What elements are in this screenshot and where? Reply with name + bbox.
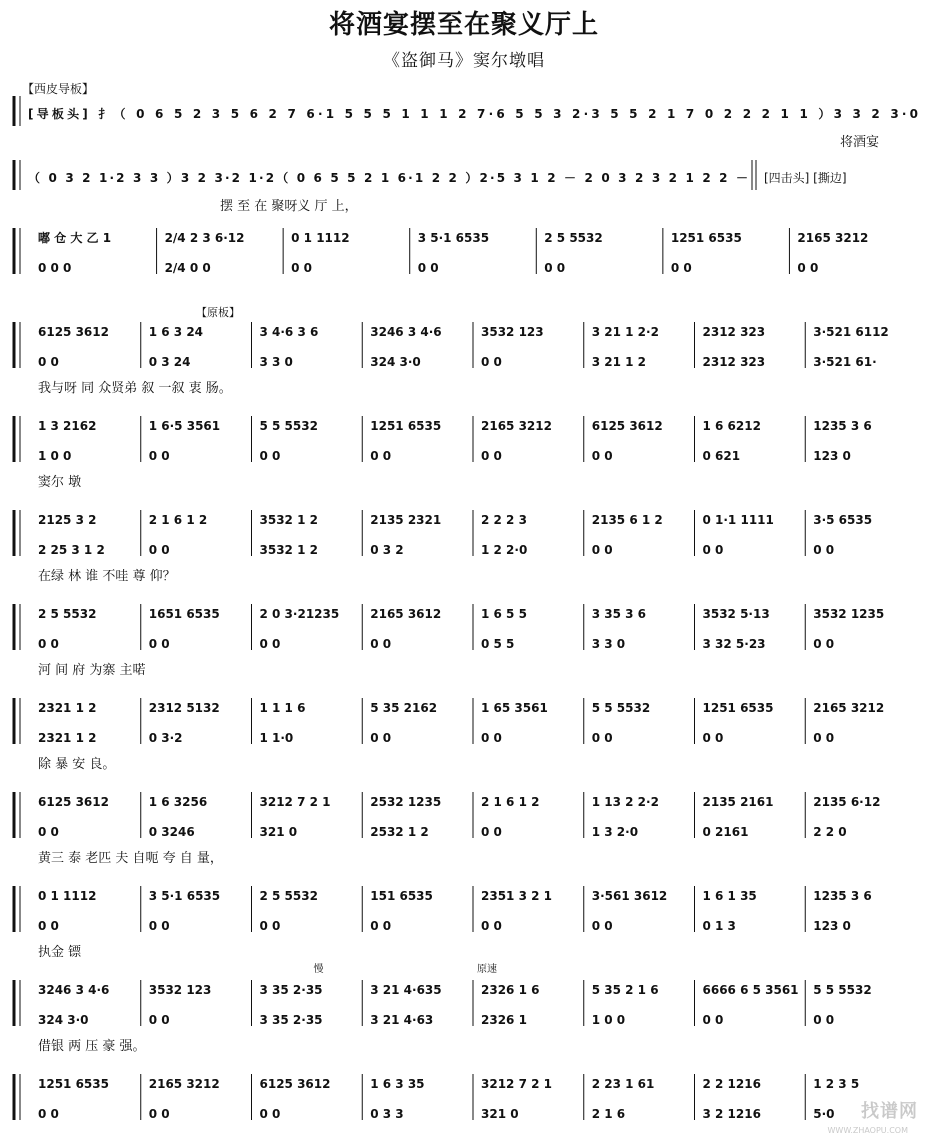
- melody-measure: 3532 5·13: [702, 607, 770, 621]
- melody-measure: 3246 3 4·6: [370, 325, 442, 339]
- melody-measure: 2/4 2 3 6·12: [164, 231, 245, 245]
- vocal-measure: 3532 1 2: [259, 543, 318, 557]
- melody-measure: 2125 3 2: [38, 513, 97, 527]
- page-subtitle: 《盗御马》窦尔墩唱: [383, 51, 545, 71]
- vocal-measure: 0 0: [481, 919, 502, 933]
- vocal-measure: 1 0 0: [591, 1013, 626, 1027]
- melody-measure: 2 5 5532: [38, 607, 97, 621]
- melody-measure: 2312 323: [702, 325, 766, 339]
- melody-measure: 3 5·1 6535: [148, 889, 221, 903]
- melody-measure: 2321 1 2: [38, 701, 97, 715]
- vocal-measure: 0 0: [544, 261, 566, 275]
- melody-measure: 3 35 2·35: [259, 983, 323, 997]
- percussion-cue: [四击头] [撕边]: [764, 171, 847, 185]
- melody-measure: 5 35 2162: [370, 701, 438, 715]
- vocal-measure: 0 0: [481, 449, 502, 463]
- vocal-measure: 0 621: [702, 449, 741, 463]
- watermark-logo: 找谱网: [861, 1101, 918, 1122]
- vocal-measure: 1 2 2·0: [481, 543, 528, 557]
- melody-measure: 2 2 1216: [702, 1077, 761, 1091]
- vocal-measure: 0 0: [813, 1013, 835, 1027]
- vocal-measure: 1 3 2·0: [591, 825, 639, 839]
- melody-measure: 2135 6 1 2: [591, 513, 663, 527]
- melody-measure: 151 6535: [370, 889, 433, 903]
- lyric-line: 将酒宴: [840, 135, 880, 150]
- melody-measure: 3·521 6112: [813, 325, 889, 339]
- vocal-measure: 0 0: [38, 355, 59, 369]
- section-label: 【原板】: [196, 306, 240, 319]
- melody-measure: 5 35 2 1 6: [591, 983, 659, 997]
- melody-measure: 0 1 1112: [38, 889, 97, 903]
- vocal-measure: 2532 1 2: [370, 825, 429, 839]
- vocal-measure: 0 0: [702, 731, 724, 745]
- melody-measure: 2326 1 6: [481, 983, 540, 997]
- melody-measure: 2165 3212: [797, 231, 869, 245]
- vocal-measure: 0 5 5: [481, 637, 515, 651]
- melody-measure: 1 6 3256: [148, 795, 208, 809]
- melody-measure: 1251 6535: [702, 701, 774, 715]
- vocal-measure: 0 0: [591, 919, 613, 933]
- vocal-measure: 0 0: [670, 261, 692, 275]
- melody-measure: 2 2 2 3: [481, 513, 527, 527]
- vocal-measure: 2326 1: [481, 1013, 527, 1027]
- notation-line: [导板头] ⺘（ 0 6 5 2 3 5 6 2 7 6·1 5 5 5 1 1 1 2 7·6 5 5 3 2·3 5 5 2 1 7 0 2 2 2 1 1 ）3 3 2 3·0: [28, 107, 919, 121]
- vocal-measure: 2312 323: [702, 355, 766, 369]
- melody-measure: 3 5·1 6535: [417, 231, 490, 245]
- vocal-measure: 5·0: [813, 1107, 835, 1121]
- vocal-measure: 0 0: [813, 731, 835, 745]
- melody-measure: 3246 3 4·6: [38, 983, 110, 997]
- lyric-line: 河 间 府 为寨 主喏: [38, 663, 146, 678]
- melody-measure: 2165 3212: [813, 701, 885, 715]
- melody-measure: 1235 3 6: [813, 889, 872, 903]
- lyric-line: 黄三 泰 老匹 夫 自呃 夸 自 量，: [38, 851, 223, 866]
- vocal-measure: 0 0 0: [38, 261, 72, 275]
- watermark-url: WWW.ZHAOPU.COM: [827, 1126, 908, 1135]
- melody-measure: 3 4·6 3 6: [259, 325, 319, 339]
- melody-measure: 5 5 5532: [259, 419, 318, 433]
- melody-measure: 1 6 1 35: [702, 889, 757, 903]
- lyric-line: 窦尔 墩: [38, 475, 82, 490]
- notation-line: （ 0 3 2 1·2 3 3 ）3 2 3·2 1·2（ 0 6 5 5 2 1 6·1 2 2 ）2·5 3 1 2 － 2 0 3 2 3 2 1 2 2 －: [28, 171, 748, 185]
- vocal-measure: 0 3·2: [148, 731, 183, 745]
- melody-measure: 5 5 5532: [813, 983, 872, 997]
- vocal-measure: 0 0: [259, 637, 281, 651]
- melody-measure: 1 6 6212: [702, 419, 761, 433]
- vocal-measure: 324 3·0: [370, 355, 421, 369]
- melody-measure: 2 0 3·21235: [259, 607, 340, 621]
- melody-measure: 2351 3 2 1: [481, 889, 552, 903]
- page-title: 将酒宴摆至在聚义厅上: [328, 10, 599, 40]
- vocal-measure: 0 0: [38, 919, 59, 933]
- melody-measure: 1 6 5 5: [481, 607, 527, 621]
- melody-measure: 2135 2321: [370, 513, 442, 527]
- vocal-measure: 2 25 3 1 2: [38, 543, 105, 557]
- melody-measure: 3·5 6535: [813, 513, 873, 527]
- vocal-measure: 123 0: [813, 449, 851, 463]
- vocal-measure: 0 0: [259, 1107, 281, 1121]
- vocal-measure: 0 0: [259, 919, 281, 933]
- melody-measure: 2 5 5532: [544, 231, 603, 245]
- lyric-line: 除 暴 安 良。: [38, 757, 116, 772]
- vocal-measure: 0 0: [481, 825, 502, 839]
- melody-measure: 3212 7 2 1: [481, 1077, 552, 1091]
- vocal-measure: 0 0: [148, 543, 170, 557]
- melody-measure: 6125 3612: [591, 419, 663, 433]
- melody-measure: 0 1 1112: [291, 231, 350, 245]
- vocal-measure: 3·521 61·: [813, 355, 877, 369]
- melody-measure: 6125 3612: [38, 325, 109, 339]
- tempo-mark: 慢: [313, 964, 324, 975]
- melody-measure: 1251 6535: [38, 1077, 109, 1091]
- vocal-measure: 0 0: [702, 543, 724, 557]
- melody-measure: 1251 6535: [370, 419, 442, 433]
- vocal-measure: 0 0: [481, 355, 502, 369]
- melody-measure: 2 1 6 1 2: [481, 795, 540, 809]
- vocal-measure: 3 21 4·63: [370, 1013, 434, 1027]
- melody-measure: 1 1 1 6: [259, 701, 306, 715]
- melody-measure: 2135 6·12: [813, 795, 881, 809]
- lyric-line: 我与呀 同 众贤弟 叙 一叙 衷 肠。: [38, 381, 232, 396]
- melody-measure: 1 65 3561: [481, 701, 548, 715]
- vocal-measure: 1 0 0: [38, 449, 72, 463]
- melody-measure: 6666 6 5 3561: [702, 983, 799, 997]
- vocal-measure: 0 0: [291, 261, 313, 275]
- melody-measure: 1651 6535: [148, 607, 220, 621]
- melody-measure: 3·561 3612: [591, 889, 668, 903]
- vocal-measure: 0 3246: [148, 825, 195, 839]
- melody-measure: 1 6 3 24: [148, 325, 204, 339]
- vocal-measure: 1 1·0: [259, 731, 294, 745]
- melody-measure: 1 6 3 35: [370, 1077, 425, 1091]
- vocal-measure: 0 0: [591, 543, 613, 557]
- vocal-measure: 2/4 0 0: [164, 261, 211, 275]
- vocal-measure: 0 0: [481, 731, 502, 745]
- vocal-measure: 0 0: [797, 261, 819, 275]
- vocal-measure: 0 2161: [702, 825, 749, 839]
- melody-measure: 1235 3 6: [813, 419, 872, 433]
- vocal-measure: 3 3 0: [591, 637, 626, 651]
- vocal-measure: 2 2 0: [813, 825, 847, 839]
- vocal-measure: 324 3·0: [38, 1013, 89, 1027]
- melody-measure: 嘟 仓 大 乙 1: [38, 231, 112, 245]
- vocal-measure: 321 0: [481, 1107, 519, 1121]
- melody-measure: 3 35 3 6: [591, 607, 647, 621]
- vocal-measure: 0 0: [370, 919, 392, 933]
- lyric-line: 在绿 林 谁 不哇 尊 仰？: [38, 569, 176, 584]
- tempo-mark: 原速: [477, 964, 497, 975]
- vocal-measure: 0 3 2: [370, 543, 404, 557]
- melody-measure: 2135 2161: [702, 795, 774, 809]
- vocal-measure: 0 0: [370, 637, 392, 651]
- vocal-measure: 0 0: [148, 1107, 170, 1121]
- vocal-measure: 0 0: [148, 919, 170, 933]
- melody-measure: 3 21 4·635: [370, 983, 442, 997]
- melody-measure: 2165 3612: [370, 607, 442, 621]
- vocal-measure: 0 0: [370, 449, 392, 463]
- vocal-measure: 0 0: [813, 637, 835, 651]
- mode-label: 【西皮导板】: [22, 82, 95, 96]
- vocal-measure: 0 0: [148, 449, 170, 463]
- melody-measure: 0 1·1 1111: [702, 513, 774, 527]
- melody-measure: 2 5 5532: [259, 889, 318, 903]
- lyric-line: 借银 两 压 豪 强。: [38, 1039, 146, 1054]
- melody-measure: 2165 3212: [481, 419, 552, 433]
- lyric-line: 摆 至 在 聚呀义 厅 上，: [220, 199, 358, 214]
- vocal-measure: 0 0: [259, 449, 281, 463]
- melody-measure: 2 23 1 61: [591, 1077, 655, 1091]
- melody-measure: 1 6·5 3561: [148, 419, 221, 433]
- melody-measure: 3532 1 2: [259, 513, 318, 527]
- melody-measure: 3 21 1 2·2: [591, 325, 659, 339]
- melody-measure: 2532 1235: [370, 795, 442, 809]
- vocal-measure: 0 0: [813, 543, 835, 557]
- vocal-measure: 3 32 5·23: [702, 637, 766, 651]
- melody-measure: 2165 3212: [148, 1077, 220, 1091]
- vocal-measure: 0 0: [148, 1013, 170, 1027]
- melody-measure: 1251 6535: [670, 231, 742, 245]
- vocal-measure: 0 0: [38, 637, 59, 651]
- melody-measure: 3532 1235: [813, 607, 885, 621]
- vocal-measure: 0 1 3: [702, 919, 736, 933]
- melody-measure: 2 1 6 1 2: [148, 513, 208, 527]
- melody-measure: 5 5 5532: [591, 701, 651, 715]
- melody-measure: 1 2 3 5: [813, 1077, 860, 1091]
- vocal-measure: 3 2 1216: [702, 1107, 761, 1121]
- melody-measure: 6125 3612: [38, 795, 109, 809]
- melody-measure: 1 13 2 2·2: [591, 795, 659, 809]
- melody-measure: 1 3 2162: [38, 419, 97, 433]
- lyric-line: 执金 镖: [38, 945, 82, 960]
- vocal-measure: 0 0: [702, 1013, 724, 1027]
- vocal-measure: 3 35 2·35: [259, 1013, 323, 1027]
- vocal-measure: 0 0: [38, 1107, 59, 1121]
- melody-measure: 6125 3612: [259, 1077, 331, 1091]
- vocal-measure: 0 0: [591, 731, 613, 745]
- melody-measure: 3212 7 2 1: [259, 795, 331, 809]
- vocal-measure: 0 0: [148, 637, 170, 651]
- vocal-measure: 3 3 0: [259, 355, 293, 369]
- melody-measure: 2312 5132: [148, 701, 220, 715]
- vocal-measure: 0 0: [417, 261, 439, 275]
- vocal-measure: 123 0: [813, 919, 851, 933]
- vocal-measure: 2321 1 2: [38, 731, 97, 745]
- melody-measure: 3532 123: [148, 983, 212, 997]
- vocal-measure: 2 1 6: [591, 1107, 626, 1121]
- vocal-measure: 0 0: [370, 731, 392, 745]
- vocal-measure: 321 0: [259, 825, 298, 839]
- vocal-measure: 0 3 24: [148, 355, 191, 369]
- melody-measure: 3532 123: [481, 325, 544, 339]
- vocal-measure: 3 21 1 2: [591, 355, 647, 369]
- vocal-measure: 0 3 3: [370, 1107, 404, 1121]
- vocal-measure: 0 0: [38, 825, 59, 839]
- vocal-measure: 0 0: [591, 449, 613, 463]
